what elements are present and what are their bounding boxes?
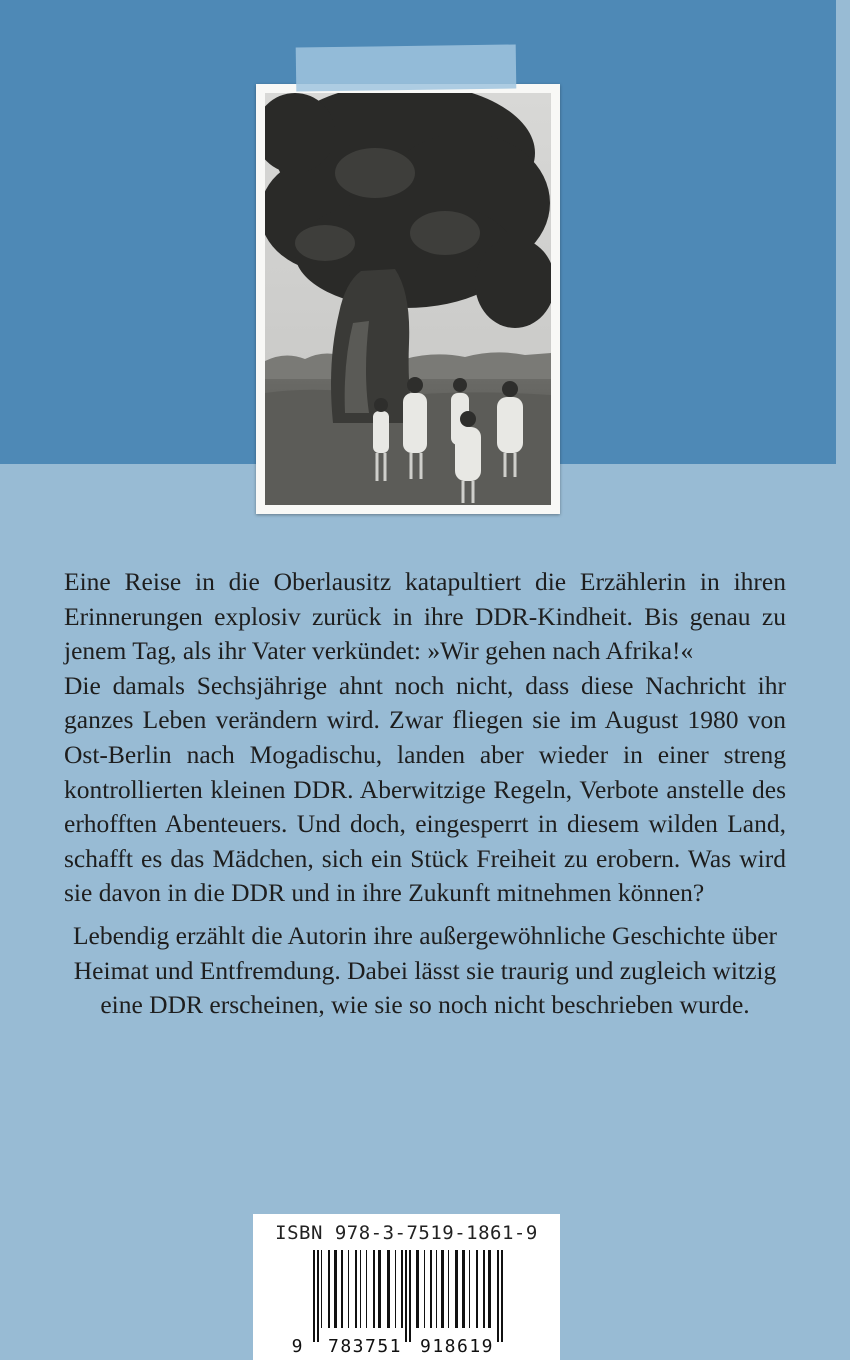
barcode-bar bbox=[360, 1250, 361, 1328]
baobab-photo-icon bbox=[265, 93, 551, 505]
barcode-guard-bar bbox=[501, 1250, 503, 1342]
barcode-digits-right: 918619 bbox=[419, 1336, 495, 1356]
barcode-bar bbox=[328, 1250, 330, 1328]
barcode-bar bbox=[378, 1250, 381, 1328]
barcode-bar bbox=[462, 1250, 465, 1328]
barcode-bar bbox=[334, 1250, 337, 1328]
barcode-bar bbox=[348, 1250, 349, 1328]
barcode-digit-prefix: 9 bbox=[291, 1336, 303, 1356]
barcode-guard-bar bbox=[317, 1250, 319, 1342]
barcode-guard-bar bbox=[405, 1250, 407, 1342]
blurb-paragraph-2: Die damals Sechsjährige ahnt noch nicht, dass diese Nachricht ihr ganzes Leben verändern wird. Zwar fliegen sie im August 1980 von Ost-Berlin nach Mogadischu, landen aber wieder in einer streng kontrollierten kleinen DDR. Aberwitzige Regeln, Verbote anstelle des erhofften Abenteuers. Und doch, eingesperrt in diesem wilden Land, schafft es das Mädchen, sich ein Stück Freiheit zu erobern. Was wird sie davon in die DDR und in ihre Zukunft mitnehmen können? bbox=[64, 670, 786, 908]
barcode-bar bbox=[366, 1250, 367, 1328]
barcode-bar bbox=[401, 1250, 403, 1328]
barcode-guard-bar bbox=[497, 1250, 499, 1342]
blurb-paragraph-1: Eine Reise in die Oberlausitz katapultiert die Erzählerin in ihren Erinnerungen explosiv zurück in ihre DDR-Kindheit. Bis genau zu jenem Tag, als ihr Vater verkündet: »Wir gehen nach Afrika!« bbox=[64, 567, 786, 666]
barcode-bar bbox=[416, 1250, 419, 1328]
barcode-bar bbox=[387, 1250, 390, 1328]
barcode-icon bbox=[253, 1250, 560, 1356]
isbn-text: ISBN 978-3-7519-1861-9 bbox=[275, 1222, 538, 1244]
barcode-bar bbox=[341, 1250, 343, 1328]
barcode-bar bbox=[469, 1250, 470, 1328]
adhesive-tape bbox=[296, 44, 517, 91]
barcode-digits-left: 783751 bbox=[327, 1336, 403, 1356]
barcode-bar bbox=[483, 1250, 485, 1328]
vintage-photo bbox=[256, 84, 560, 514]
barcode-box bbox=[253, 1214, 560, 1360]
barcode-bar bbox=[436, 1250, 437, 1328]
barcode-guard-bar bbox=[409, 1250, 411, 1342]
back-cover-blurb bbox=[64, 565, 786, 1023]
barcode-bar bbox=[441, 1250, 444, 1328]
barcode-bar bbox=[395, 1250, 396, 1328]
barcode-bar bbox=[430, 1250, 432, 1328]
blurb-paragraph-3: Lebendig erzählt die Autorin ihre außergewöhnliche Geschichte über Heimat und Entfremdung. Dabei lässt sie traurig und zugleich witzig eine DDR erscheinen, wie sie so noch nicht beschrieben wurde. bbox=[72, 920, 778, 1020]
barcode-bar bbox=[476, 1250, 478, 1328]
barcode-bar bbox=[355, 1250, 357, 1328]
barcode-bar bbox=[424, 1250, 425, 1328]
barcode-guard-bar bbox=[313, 1250, 315, 1342]
barcode-bar bbox=[321, 1250, 322, 1328]
barcode-bar bbox=[448, 1250, 449, 1328]
barcode-bar bbox=[373, 1250, 375, 1328]
barcode-bar bbox=[455, 1250, 458, 1328]
barcode-bar bbox=[488, 1250, 491, 1328]
